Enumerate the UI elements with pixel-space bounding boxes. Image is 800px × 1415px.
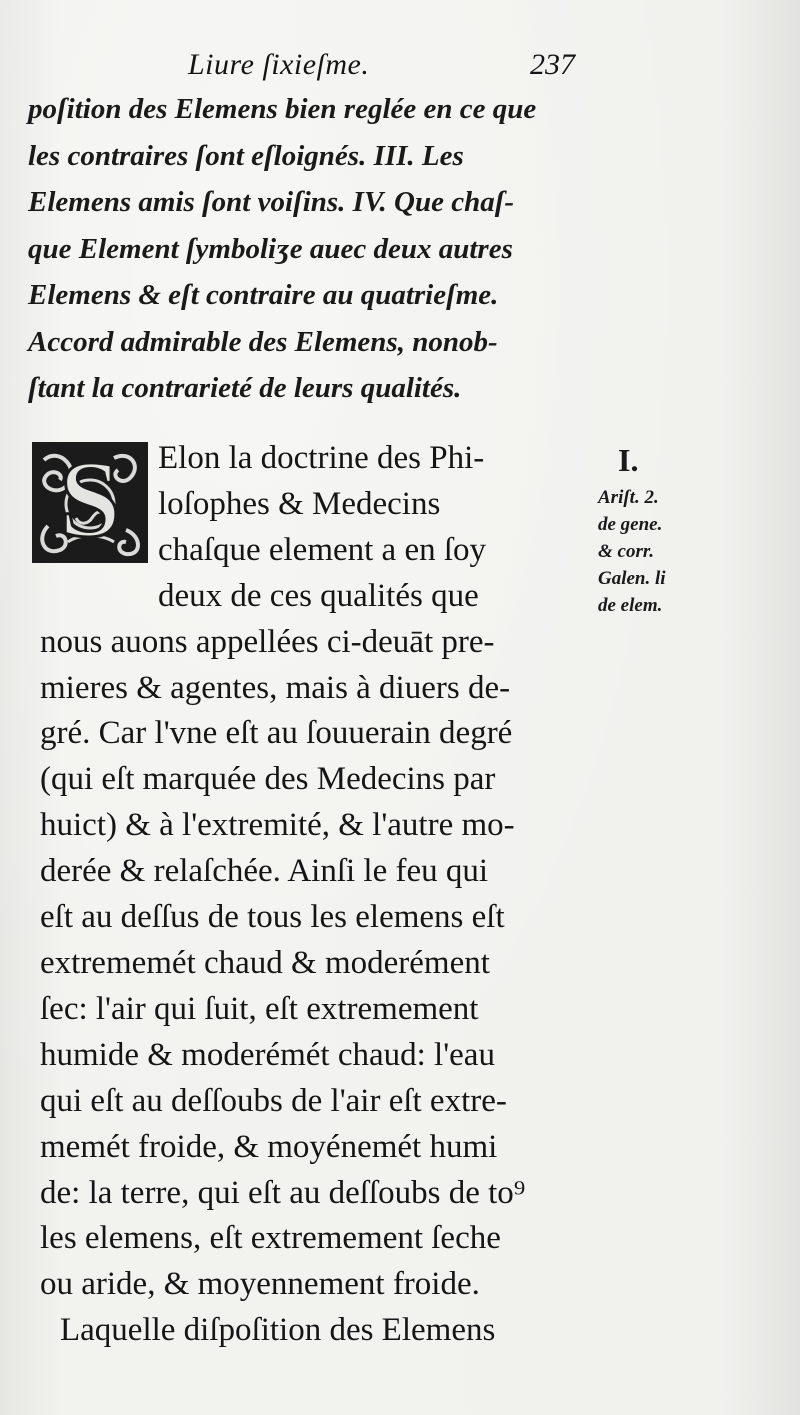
summary-line: poſition des Elemens bien reglée en ce que [28, 93, 537, 125]
margin-note-line: de elem. [598, 595, 663, 616]
page-number: 237 [530, 48, 575, 81]
body-line: ſec: l'air qui ſuit, eſt extremement [40, 990, 479, 1027]
margin-note-number: I. [618, 442, 639, 478]
body-line: huict) & à l'extremité, & l'autre mo- [40, 807, 515, 844]
body-line: loſophes & Medecins [158, 485, 441, 522]
body-line: deux de ces qualités que [158, 577, 479, 614]
body-line: extrememét chaud & moderément [40, 944, 490, 981]
body-line: Laquelle diſpoſition des Elemens [60, 1312, 496, 1349]
drop-cap-letter: S [59, 440, 121, 560]
summary-line: Elemens & eſt contraire au quatrieſme. [28, 279, 499, 311]
body-line: humide & moderémét chaud: l'eau [40, 1036, 495, 1073]
body-line: les elemens, eſt extremement ſeche [40, 1220, 501, 1257]
summary-line: Elemens amis ſont voiſins. IV. Que chaſ- [28, 186, 515, 218]
summary-line: que Element ſymboliʒe auec deux autres [28, 232, 513, 265]
body-line: ou aride, & moyennement froide. [40, 1266, 480, 1303]
margin-note-line: Galen. li [598, 568, 666, 589]
margin-note-line: Ariſt. 2. [598, 487, 659, 508]
body-line: nous auons appellées ci-deuāt pre- [40, 623, 495, 660]
margin-note-line: de gene. [598, 514, 663, 535]
margin-note-line: & corr. [598, 541, 654, 562]
body-paragraph [40, 436, 610, 1354]
body-line: qui eſt au deſſoubs de l'air eſt extre- [40, 1082, 507, 1119]
body-line: Elon la doctrine des Phi- [158, 440, 485, 476]
running-head [0, 42, 800, 90]
summary-line: Accord admirable des Elemens, nonob- [28, 325, 498, 358]
body-line: derée & relaſchée. Ainſi le feu qui [40, 853, 489, 890]
summary-line: les contraires ſont eſloignés. III. Les [28, 139, 464, 172]
body-line: eſt au deſſus de tous les elemens eſt [40, 899, 505, 936]
summary-line: ſtant la contrarieté de leurs qualités. [28, 372, 462, 404]
chapter-summary [28, 86, 598, 412]
margin-notes [598, 440, 708, 619]
running-title: Liure ſixieſme. [188, 48, 370, 81]
body-line: chaſque element a en ſoy [158, 531, 487, 568]
body-line: memét froide, & moyénemét humi [40, 1128, 498, 1165]
body-line: mieres & agentes, mais à diuers de- [40, 669, 511, 706]
body-line: de: la terre, qui eſt au deſſoubs de to⁹ [40, 1174, 526, 1211]
body-line: gré. Car l'vne eſt au ſouuerain degré [40, 715, 513, 752]
body-line: (qui eſt marquée des Medecins par [40, 761, 496, 798]
